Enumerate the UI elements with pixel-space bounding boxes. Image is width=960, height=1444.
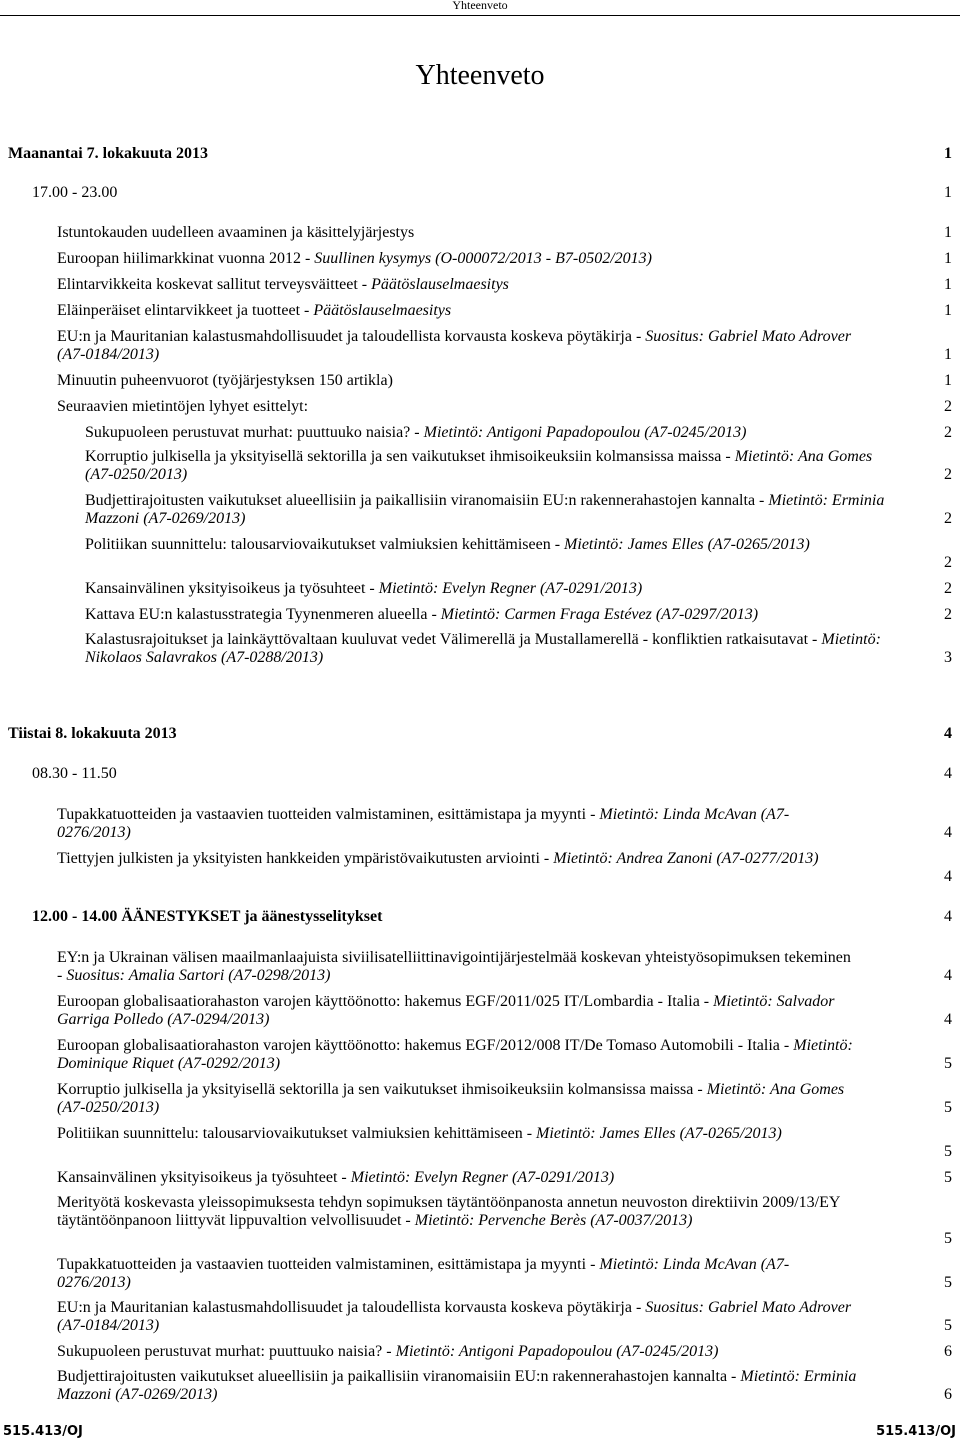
toc-page-number: 2 <box>944 510 952 527</box>
toc-item-italic: Mietintö: Evelyn Regner (A7-0291/2013) <box>378 580 643 597</box>
toc-page-number: 4 <box>944 725 952 742</box>
toc-page-number: 2 <box>944 580 952 597</box>
toc-page-number: 6 <box>944 1343 952 1360</box>
toc-item-italic: Mietintö: Carmen Fraga Estévez (A7-0297/2013) <box>440 606 759 623</box>
toc-page-number: 5 <box>944 1274 952 1291</box>
toc-item-text: EU:n ja Mauritanian kalastusmahdollisuudet ja taloudellista korvausta koskeva pöytäkirja - <box>57 328 646 345</box>
toc-page-number: 1 <box>944 276 952 293</box>
toc-day-date: Maanantai 7. lokakuuta 2013 <box>8 145 209 162</box>
toc-day-date: Tiistai 8. lokakuuta 2013 <box>8 725 177 742</box>
toc-item-text: Tupakkatuotteiden ja vastaavien tuotteiden valmistaminen, esittämistapa ja myynti - <box>57 806 600 823</box>
toc-item-italic: Mietintö: Nikolaos Salavrakos (A7-0288/2013) <box>85 631 881 666</box>
footer-document-code-right: 515.413/OJ <box>876 1424 956 1439</box>
toc-item-title <box>85 448 885 484</box>
toc-item-text: Kansainvälinen yksityisoikeus ja työsuhteet - <box>85 580 379 597</box>
toc-item-italic: Mietintö: Salvador Garriga Polledo (A7-0294/2013) <box>57 993 835 1028</box>
toc-item-text: Politiikan suunnittelu: talousarviovaikutukset valmiuksien kehittämiseen - <box>57 1125 537 1142</box>
toc-page-number: 1 <box>944 302 952 319</box>
toc-item-title <box>57 949 857 985</box>
toc-item-text: Sukupuoleen perustuvat murhat: puuttuuko naisia? - <box>57 1343 396 1360</box>
toc-item-title <box>57 850 857 868</box>
toc-page-number: 5 <box>944 1169 952 1186</box>
toc-item-italic: Suositus: Gabriel Mato Adrover (A7-0184/2013) <box>57 1299 852 1334</box>
toc-page-number: 1 <box>944 372 952 389</box>
toc-page-number: 1 <box>944 224 952 241</box>
running-header <box>0 0 960 16</box>
toc-item-title <box>85 580 885 598</box>
toc-page-number: 1 <box>944 145 952 162</box>
toc-page-number: 2 <box>944 554 952 571</box>
toc-item-title <box>57 224 857 242</box>
toc-item-title <box>85 536 885 554</box>
toc-page-number: 4 <box>944 908 952 925</box>
toc-item-text: Budjettirajoitusten vaikutukset alueellisiin ja paikallisiin viranomaisiin EU:n rakennerahastojen kannalta - <box>57 1368 741 1385</box>
toc-item-text: Sukupuoleen perustuvat murhat: puuttuuko naisia? - <box>85 424 424 441</box>
toc-item-text: EU:n ja Mauritanian kalastusmahdollisuudet ja taloudellista korvausta koskeva pöytäkirja - <box>57 1299 646 1316</box>
toc-item-italic: Päätöslauselmaesitys <box>313 302 452 319</box>
toc-item-italic: Suositus: Gabriel Mato Adrover (A7-0184/2013) <box>57 328 852 363</box>
toc-session-time: 08.30 - 11.50 <box>32 765 117 782</box>
toc-page-number: 2 <box>944 398 952 415</box>
running-header-title: Yhteenveto <box>452 0 508 12</box>
toc-page-number: 5 <box>944 1143 952 1160</box>
toc-page-number: 2 <box>944 466 952 483</box>
toc-item-text: Tiettyjen julkisten ja yksityisten hankkeiden ympäristövaikutusten arviointi - <box>57 850 554 867</box>
toc-item-italic: Mietintö: Erminia Mazzoni (A7-0269/2013) <box>85 492 885 527</box>
toc-item-italic: Mietintö: Erminia Mazzoni (A7-0269/2013) <box>57 1368 857 1403</box>
toc-item-title <box>57 398 857 416</box>
page-footer <box>0 1424 960 1442</box>
toc-item-text: Minuutin puheenvuorot (työjärjestyksen 150 artikla) <box>57 372 393 389</box>
toc-item-italic: Mietintö: Andrea Zanoni (A7-0277/2013) <box>553 850 819 867</box>
toc-item-text: Istuntokauden uudelleen avaaminen ja käsittelyjärjestys <box>57 224 415 241</box>
toc-page-number: 4 <box>944 1011 952 1028</box>
toc-item-text: EY:n ja Ukrainan välisen maailmanlaajuista siviilisatelliittinavigointijärjestelmää koskevan yhteistyösopimuksen tekeminen - <box>57 949 851 984</box>
toc-item-italic: Suullinen kysymys (O-000072/2013 - B7-0502/2013) <box>314 250 652 267</box>
toc-item-title <box>57 1081 857 1117</box>
page-title: Yhteenveto <box>415 60 545 91</box>
toc-page-number: 5 <box>944 1317 952 1334</box>
toc-page-number: 4 <box>944 765 952 782</box>
toc-item-italic: Mietintö: James Elles (A7-0265/2013) <box>564 536 810 553</box>
toc-item-text: Budjettirajoitusten vaikutukset alueellisiin ja paikallisiin viranomaisiin EU:n rakennerahastojen kannalta - <box>85 492 769 509</box>
toc-page-number: 1 <box>944 184 952 201</box>
toc-item-italic: Päätöslauselmaesitys <box>371 276 509 293</box>
toc-item-title <box>57 276 857 294</box>
toc-item-text: Merityötä koskevasta yleissopimuksesta tehdyn sopimuksen täytäntöönpanosta annetun neuvoston direktiivin 2009/13/EY täytäntöönpanoon liittyvät lippuvaltion velvollisuudet - <box>57 1194 840 1229</box>
toc-item-text: Kalastusrajoitukset ja lainkäyttövaltaan kuuluvat vedet Välimerellä ja Mustallamerellä - konfliktien ratkaisutavat - <box>85 631 822 648</box>
toc-item-title <box>57 1256 857 1292</box>
toc-item-title <box>57 1037 857 1073</box>
toc-item-title <box>85 606 885 624</box>
toc-item-italic: Mietintö: Linda McAvan (A7-0276/2013) <box>57 806 790 841</box>
toc-item-text: Kansainvälinen yksityisoikeus ja työsuhteet - <box>57 1169 351 1186</box>
toc-item-text: Euroopan globalisaatiorahaston varojen käyttöönotto: hakemus EGF/2012/008 IT/De Tomaso Automobili - Italia - <box>57 1037 794 1054</box>
toc-item-text: Eläinperäiset elintarvikkeet ja tuotteet - <box>57 302 314 319</box>
toc-page-number: 5 <box>944 1099 952 1116</box>
toc-item-text: Korruptio julkisella ja yksityisellä sektorilla ja sen vaikutukset ihmisoikeuksiin kolmansissa maissa - <box>85 448 735 465</box>
toc-item-text: Euroopan hiilimarkkinat vuonna 2012 - <box>57 250 315 267</box>
toc-item-title <box>57 302 857 320</box>
toc-page-number: 4 <box>944 868 952 885</box>
toc-page-number: 5 <box>944 1055 952 1072</box>
toc-item-italic: Mietintö: Antigoni Papadopoulou (A7-0245/2013) <box>395 1343 719 1360</box>
toc-item-text: Politiikan suunnittelu: talousarviovaikutukset valmiuksien kehittämiseen - <box>85 536 565 553</box>
toc-item-italic: Mietintö: Evelyn Regner (A7-0291/2013) <box>350 1169 615 1186</box>
toc-page-number: 3 <box>944 649 952 666</box>
toc-item-title <box>57 328 857 364</box>
toc-page-number: 1 <box>944 250 952 267</box>
toc-item-title <box>57 1194 857 1230</box>
toc-item-title <box>57 1343 857 1361</box>
toc-page-number: 4 <box>944 967 952 984</box>
toc-item-italic: Mietintö: Antigoni Papadopoulou (A7-0245/2013) <box>423 424 747 441</box>
toc-item-title <box>85 492 885 528</box>
toc-session-time: 12.00 - 14.00 ÄÄNESTYKSET ja äänestysselitykset <box>32 908 383 925</box>
toc-page-number: 2 <box>944 424 952 441</box>
toc-item-title <box>57 1368 857 1404</box>
toc-page-number: 1 <box>944 346 952 363</box>
toc-item-italic: Mietintö: Ana Gomes (A7-0250/2013) <box>57 1081 845 1116</box>
toc-item-title <box>57 1125 857 1143</box>
toc-item-text: Tupakkatuotteiden ja vastaavien tuotteiden valmistaminen, esittämistapa ja myynti - <box>57 1256 600 1273</box>
toc-item-italic: Mietintö: James Elles (A7-0265/2013) <box>536 1125 782 1142</box>
toc-page-number: 5 <box>944 1230 952 1247</box>
toc-item-text: Elintarvikkeita koskevat sallitut terveysväitteet - <box>57 276 372 293</box>
footer-document-code-left: 515.413/OJ <box>3 1424 83 1439</box>
toc-item-italic: Mietintö: Linda McAvan (A7-0276/2013) <box>57 1256 790 1291</box>
toc-page-number: 4 <box>944 824 952 841</box>
toc-item-title <box>57 372 857 390</box>
toc-page-number: 2 <box>944 606 952 623</box>
toc-session-time: 17.00 - 23.00 <box>32 184 118 201</box>
toc-item-italic: Mietintö: Ana Gomes (A7-0250/2013) <box>85 448 873 483</box>
toc-item-italic: Mietintö: Dominique Riquet (A7-0292/2013) <box>57 1037 853 1072</box>
toc-item-title <box>57 1299 857 1335</box>
toc-item-title <box>57 1169 857 1187</box>
toc-item-italic: Suositus: Amalia Sartori (A7-0298/2013) <box>66 967 331 984</box>
toc-page-number: 6 <box>944 1386 952 1403</box>
toc-item-title <box>57 250 857 268</box>
toc-item-title <box>57 806 857 842</box>
toc-item-title <box>57 993 857 1029</box>
toc-item-italic: Mietintö: Pervenche Berès (A7-0037/2013) <box>414 1212 693 1229</box>
toc-item-text: Kattava EU:n kalastusstrategia Tyynenmeren alueella - <box>85 606 441 623</box>
toc-item-text: Euroopan globalisaatiorahaston varojen käyttöönotto: hakemus EGF/2011/025 IT/Lombardia - Italia - <box>57 993 714 1010</box>
toc-item-text: Seuraavien mietintöjen lyhyet esittelyt: <box>57 398 309 415</box>
toc-item-text: Korruptio julkisella ja yksityisellä sektorilla ja sen vaikutukset ihmisoikeuksiin kolmansissa maissa - <box>57 1081 707 1098</box>
toc-item-title <box>85 631 885 667</box>
toc-item-title <box>85 424 885 442</box>
